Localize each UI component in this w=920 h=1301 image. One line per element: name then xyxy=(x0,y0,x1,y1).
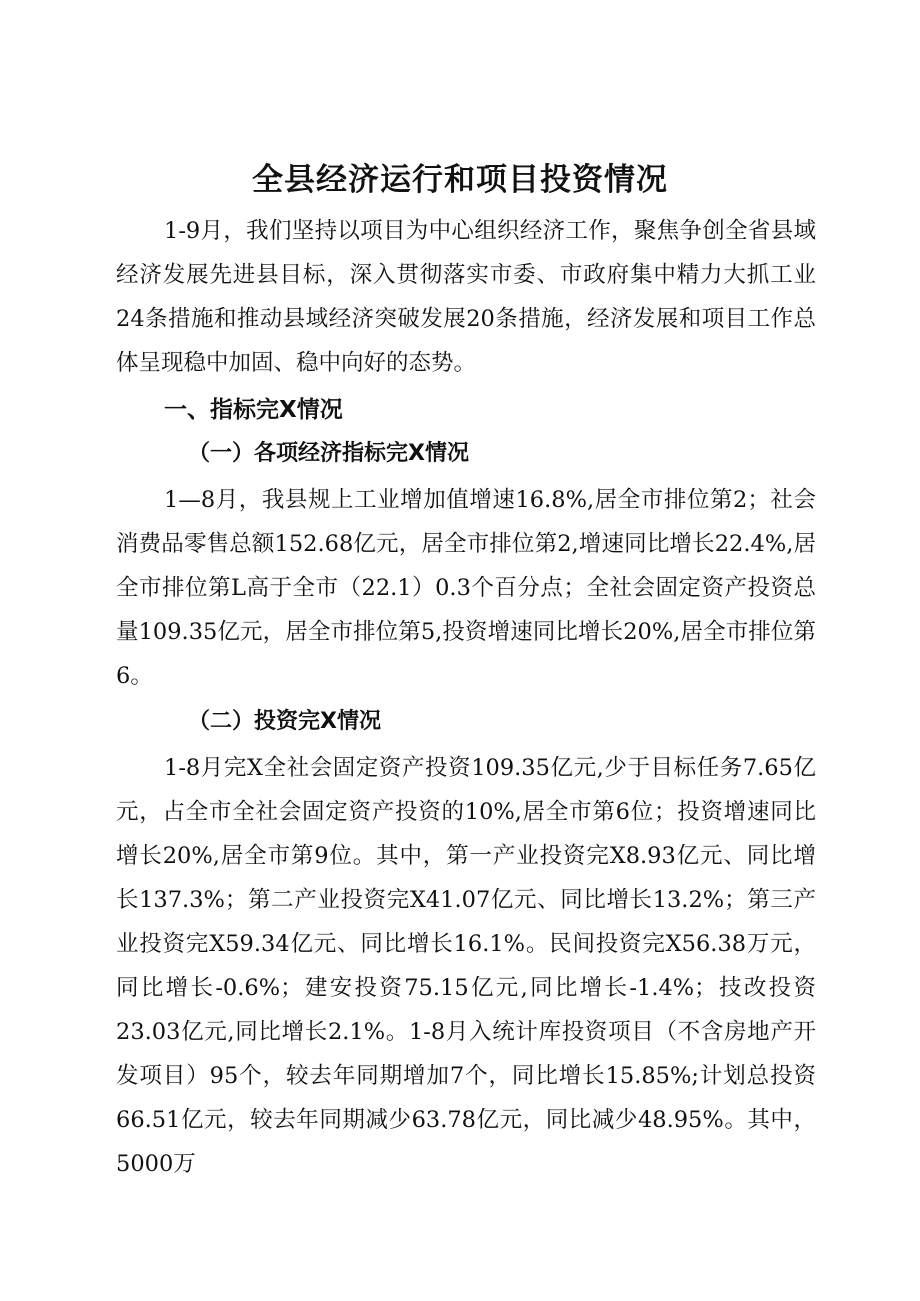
intro-paragraph: 1-9月，我们坚持以项目为中心组织经济工作，聚焦争创全省县域经济发展先进县目标，深入贯彻落实市委、市政府集中精力大抓工业24条措施和推动县域经济突破发展20条措施，经济发展和项目工作总体呈现稳中加固、稳中向好的态势。 xyxy=(116,218,816,376)
investment-paragraph: 1-8月完X全社会固定资产投资109.35亿元,少于目标任务7.65亿元，占全市全社会固定资产投资的10%,居全市第6位；投资增速同比增长20%,居全市第9位。其中，第一产业投资完X8.93亿元、同比增长137.3%；第二产业投资完X41.07亿元、同比增长13.2%；第三产业投资完X59.34亿元、同比增长16.1%。民间投资完X56.38万元，同比增长-0.6%；建安投资75.15亿元,同比增长-1.4%；技改投资23.03亿元,同比增长2.1%。1-8月入统计库投资项目（不含房地产开发项目）95个，较去年同期增加7个，同比增长15.85%;计划总投资66.51亿元，较去年同期减少63.78亿元，同比减少48.95%。其中，5000万 xyxy=(116,755,816,1177)
section-heading-indicators: 一、指标完X情况 xyxy=(164,397,343,423)
economic-indicators-paragraph: 1—8月，我县规上工业增加值增速16.8%,居全市排位第2；社会消费品零售总额152.68亿元，居全市排位第2,增速同比增长22.4%,居全市排位第L高于全市（22.1）0.3个百分点；全社会固定资产投资总量109.35亿元，居全市排位第5,投资增速同比增长20%,居全市排位第6。 xyxy=(116,487,816,689)
subsection-heading-economic-indicators: （一）各项经济指标完X情况 xyxy=(188,441,469,466)
document-title: 全县经济运行和项目投资情况 xyxy=(252,162,668,198)
subsection-heading-investment: （二）投资完X情况 xyxy=(188,709,381,734)
